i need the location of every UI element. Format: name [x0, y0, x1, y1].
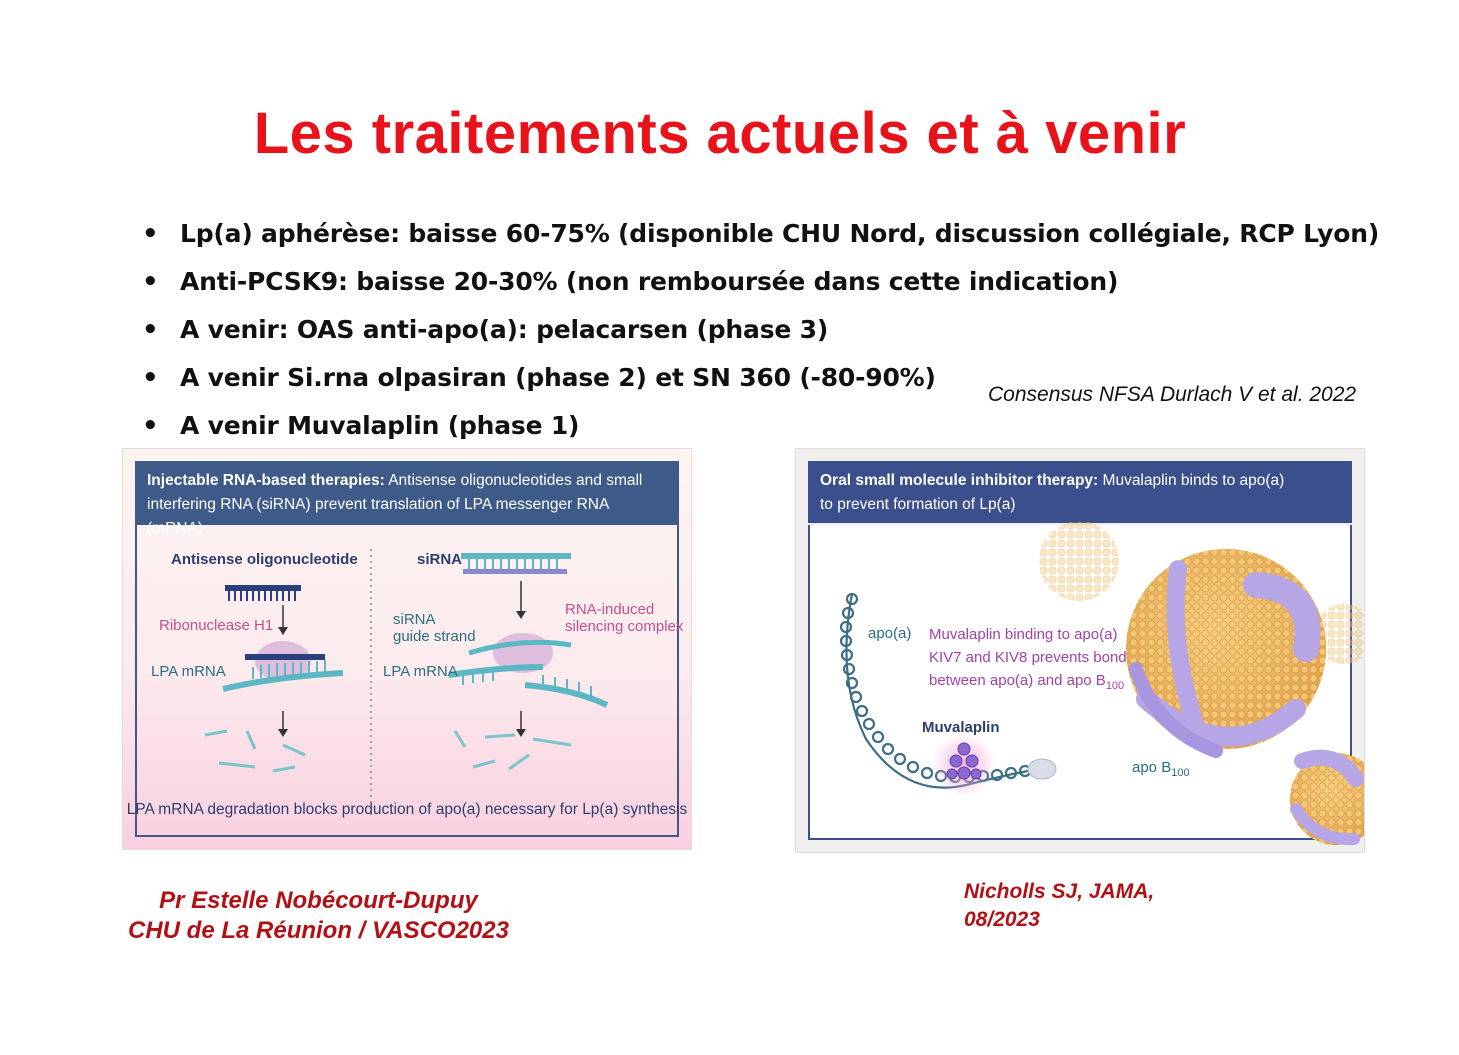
risc-line2: silencing complex	[565, 618, 684, 635]
aso-strand-icon	[225, 585, 301, 601]
muvalaplin-label: Muvalaplin	[922, 719, 1000, 736]
lpa-mrna-left-label: LPA mRNA	[151, 663, 226, 680]
oral-inhibitor-figure	[795, 448, 1365, 853]
oral-header-line2: to prevent formation of Lp(a)	[820, 496, 1016, 513]
sirna-label: siRNA	[417, 551, 463, 568]
ref-line2: 08/2023	[964, 908, 1040, 931]
guide-strand-label	[393, 611, 476, 645]
binding-line2: KIV7 and KIV8 prevents bond	[929, 649, 1127, 666]
bullet-pelacarsen: • A venir: OAS anti-apo(a): pelacarsen (phase 3)	[140, 306, 1379, 354]
author-name: Pr Estelle Nobécourt-Dupuy	[159, 887, 478, 914]
binding-description	[929, 623, 1127, 698]
guide-strand-line1: siRNA	[393, 611, 436, 628]
lpa-mrna-right-label: LPA mRNA	[383, 663, 458, 680]
aso-label: Antisense oligonucleotide	[171, 551, 358, 568]
bullet-muvalaplin: • A venir Muvalaplin (phase 1)	[140, 402, 1379, 450]
apo-b-label	[1132, 759, 1190, 779]
apo-b-sub: 100	[1171, 767, 1190, 779]
sirna-strand-icon	[461, 553, 571, 574]
mrna-fragments-left-icon	[205, 731, 305, 771]
oral-header-bold: Oral small molecule inhibitor therapy:	[820, 472, 1099, 489]
binding-line3: between apo(a) and apo B	[929, 672, 1106, 689]
slide-title: Les traitements actuels et à venir	[253, 101, 1187, 166]
consensus-reference: Consensus NFSA Durlach V et al. 2022	[988, 383, 1357, 406]
corner-lpa-particle-icon	[1290, 753, 1364, 845]
rna-panel-footer: LPA mRNA degradation blocks production of apo(a) necessary for Lp(a) synthesis	[126, 801, 688, 818]
binding-line1: Muvalaplin binding to apo(a)	[929, 626, 1118, 643]
rna-illustration	[123, 449, 691, 849]
binding-sub: 100	[1105, 680, 1125, 692]
lpa-particle-icon	[1126, 549, 1326, 751]
rna-therapies-figure	[122, 448, 692, 850]
mrna-fragments-right-icon	[455, 731, 571, 769]
author-credit	[128, 886, 509, 946]
apo-a-end-icon	[1028, 759, 1056, 779]
risc-label	[565, 601, 683, 635]
risc-line1: RNA-induced	[565, 601, 655, 618]
rnase-label: Ribonuclease H1	[159, 617, 274, 634]
bullet-apheresis: • Lp(a) aphérèse: baisse 60-75% (disponible CHU Nord, discussion collégiale, RCP Lyon)	[140, 210, 1379, 258]
oral-header-rest: Muvalaplin binds to apo(a)	[1102, 472, 1285, 489]
rna-header-rest: Antisense oligonucleotides and small	[388, 472, 643, 489]
ref-line1: Nicholls SJ, JAMA,	[964, 880, 1155, 903]
apo-a-label: apo(a)	[868, 625, 912, 642]
bullet-list	[140, 210, 1379, 450]
guide-strand-line2: guide strand	[393, 628, 476, 645]
figure-reference	[964, 878, 1154, 934]
author-affiliation: CHU de La Réunion / VASCO2023	[128, 917, 509, 944]
bullet-olpasiran: • A venir Si.rna olpasiran (phase 2) et SN 360 (-80-90%)	[140, 354, 1379, 402]
bullet-pcsk9: • Anti-PCSK9: baisse 20-30% (non remboursée dans cette indication)	[140, 258, 1379, 306]
apo-b-text: apo B	[1132, 759, 1172, 776]
rna-header-bold: Injectable RNA-based therapies:	[147, 472, 385, 489]
rna-header-line2: interfering RNA (siRNA) prevent translation of LPA messenger RNA (mRNA)	[147, 496, 609, 537]
